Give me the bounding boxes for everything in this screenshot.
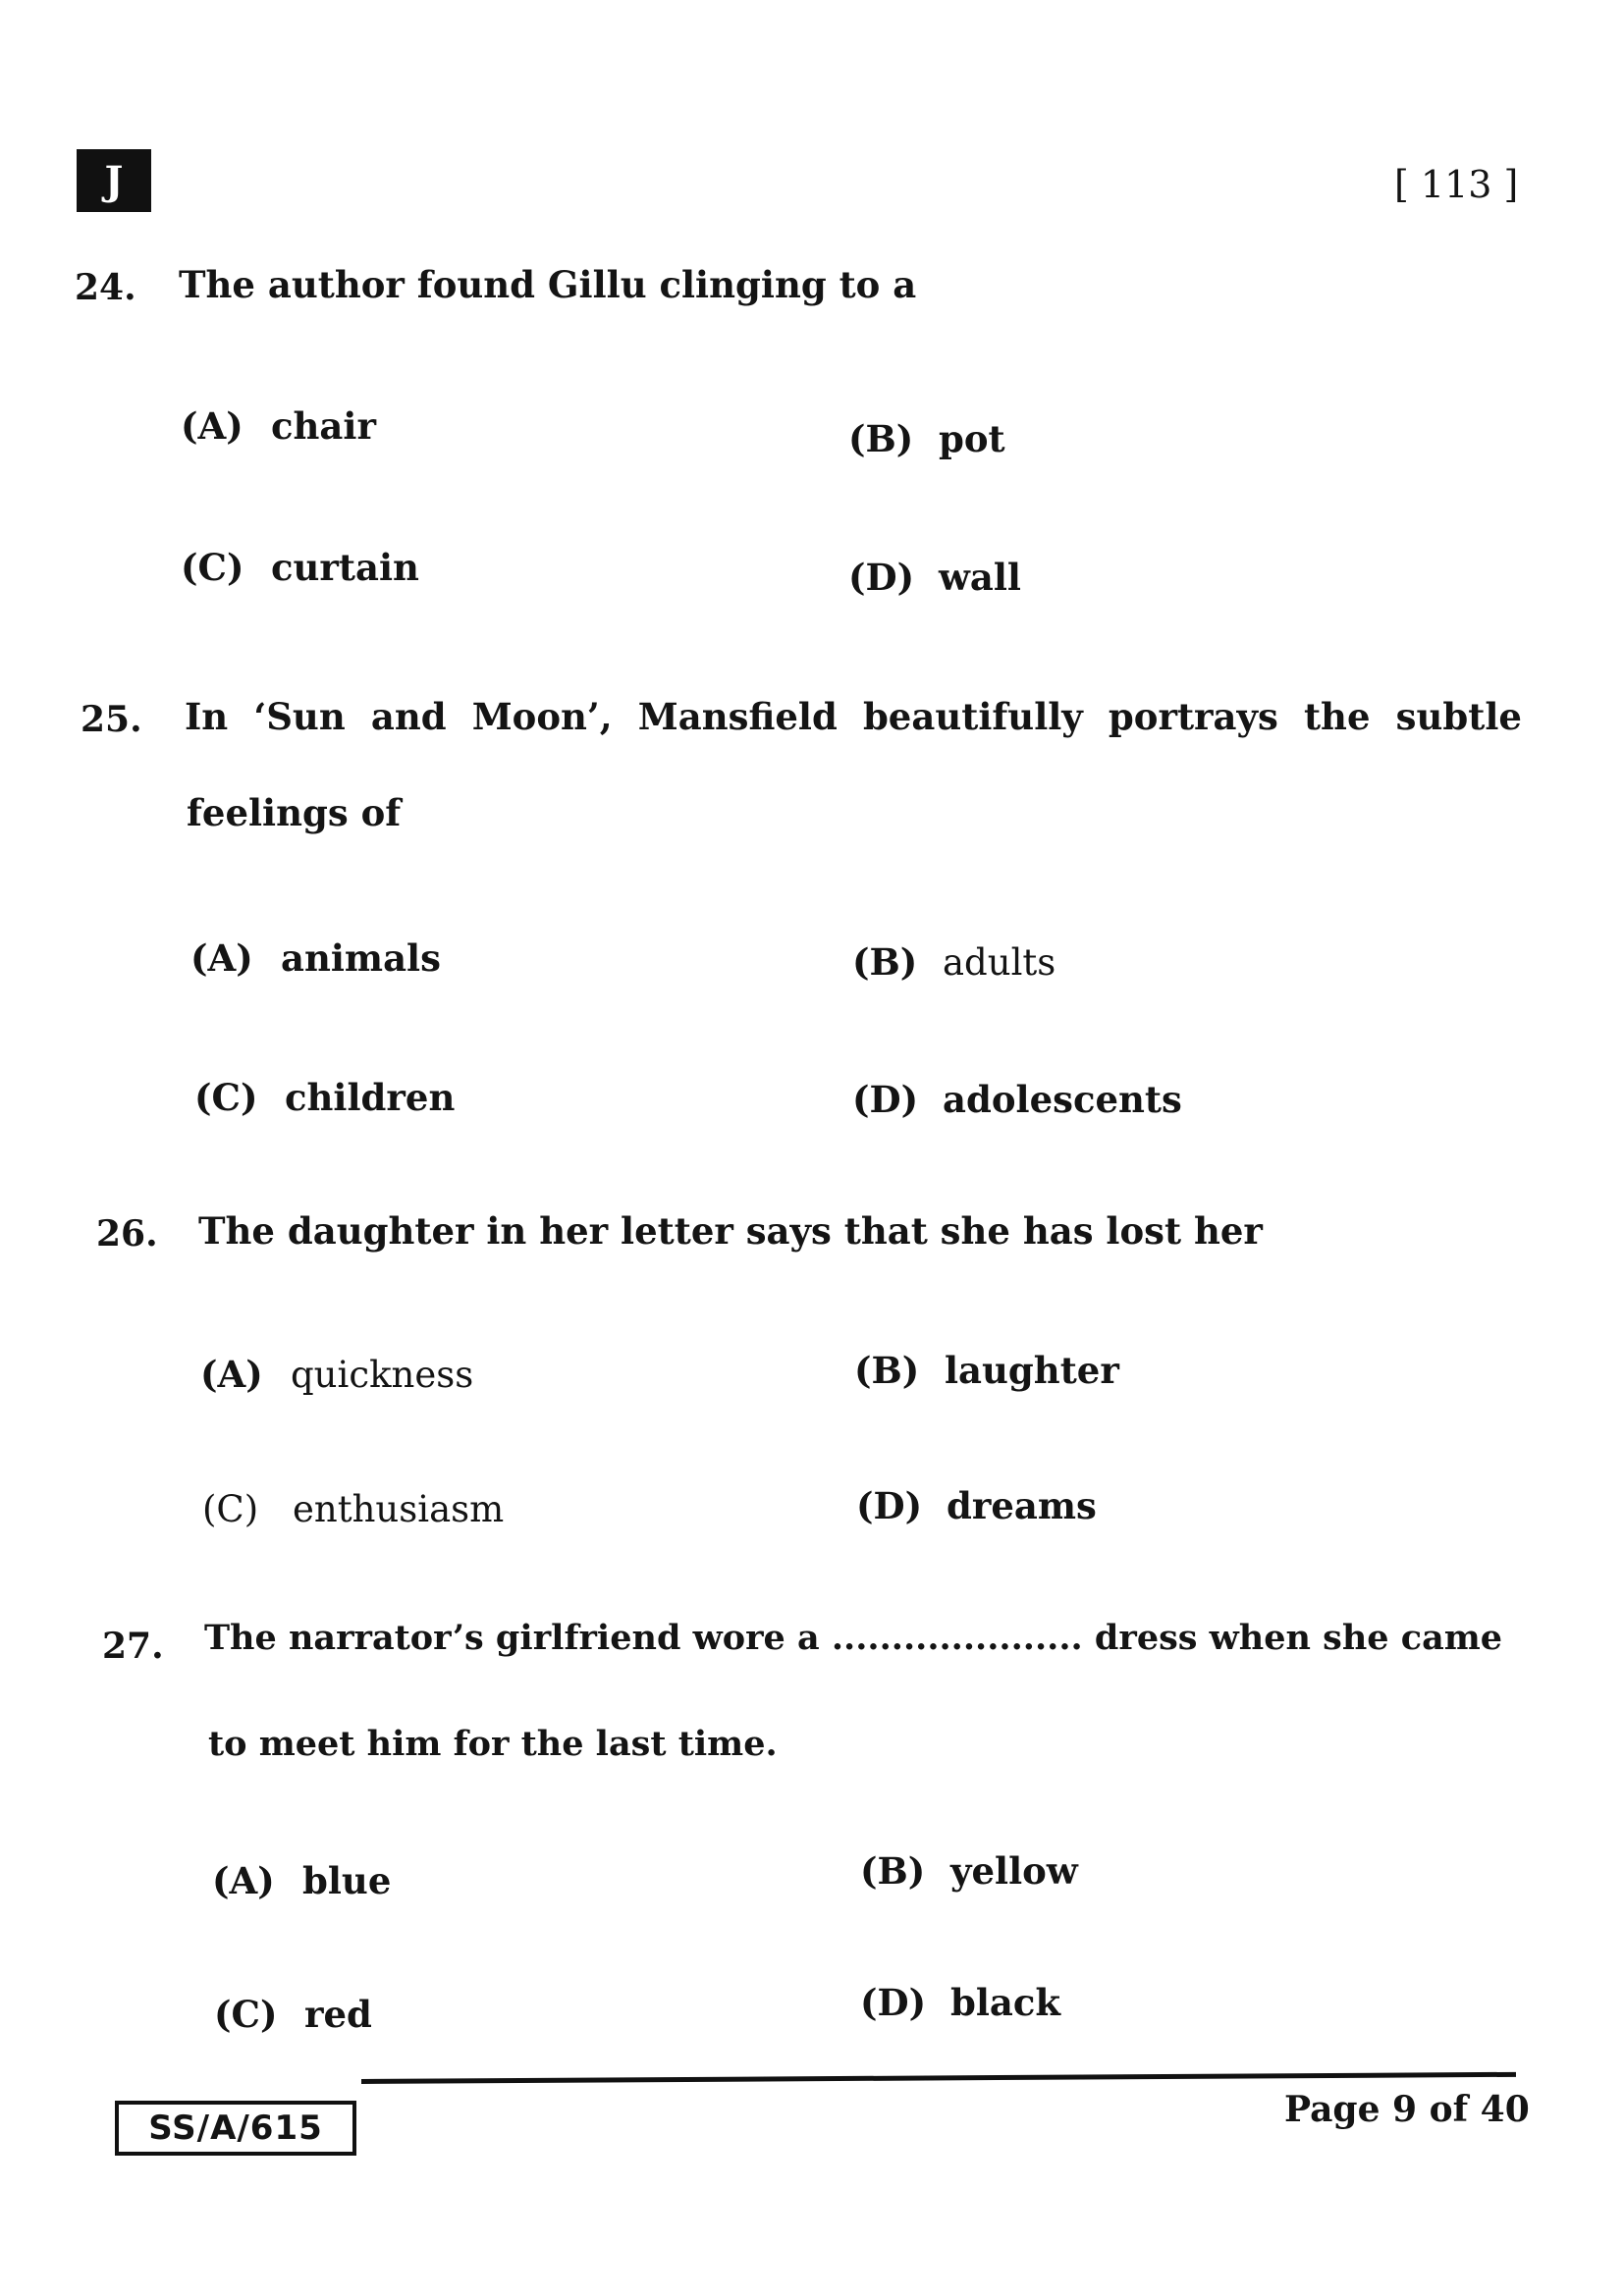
option-label: (D) <box>856 1484 923 1527</box>
question-text-line-2: to meet him for the last time. <box>208 1724 778 1764</box>
option-c[interactable] <box>202 1488 504 1531</box>
option-label: (A) <box>190 936 253 980</box>
option-label: (A) <box>200 1353 263 1396</box>
series-code: SS/A/615 <box>148 2109 323 2148</box>
option-d[interactable] <box>860 1981 1060 2025</box>
option-a[interactable] <box>181 404 376 449</box>
question-number: 25. <box>81 699 142 740</box>
word: portrays <box>1108 695 1278 738</box>
question-text-line-1: The narrator’s girlfriend wore a ..................... dress when she came <box>204 1618 1503 1658</box>
question-number: 24. <box>75 267 136 308</box>
word: subtle <box>1395 695 1522 738</box>
series-code-box <box>115 2101 356 2156</box>
word: ‘Sun <box>253 695 346 738</box>
option-text: pot <box>939 417 1005 460</box>
page-bracket-number: [ 113 ] <box>1394 163 1519 206</box>
option-c[interactable] <box>181 546 419 590</box>
option-text: laughter <box>945 1349 1119 1392</box>
option-a[interactable] <box>200 1353 473 1397</box>
word: the <box>1303 695 1371 738</box>
option-label: (C) <box>202 1488 259 1530</box>
word: beautifully <box>862 695 1083 738</box>
question-number: 27. <box>102 1626 164 1667</box>
footer-rule <box>361 2072 1516 2084</box>
option-text: adolescents <box>943 1078 1182 1121</box>
set-code-badge <box>77 149 151 212</box>
option-b[interactable] <box>860 1849 1078 1894</box>
option-text: children <box>285 1076 456 1119</box>
option-text: chair <box>271 404 376 448</box>
option-text: blue <box>302 1859 392 1902</box>
word: In <box>185 695 229 738</box>
question-text: The author found Gillu clinging to a <box>179 263 917 306</box>
option-label: (D) <box>852 1078 919 1121</box>
option-text: enthusiasm <box>293 1488 505 1530</box>
option-text: yellow <box>950 1849 1078 1893</box>
option-d[interactable] <box>856 1484 1097 1528</box>
option-label: (A) <box>181 404 244 448</box>
option-label: (B) <box>848 417 914 460</box>
page-number: Page 9 of 40 <box>1284 2089 1530 2130</box>
option-d[interactable] <box>848 556 1021 600</box>
option-a[interactable] <box>190 936 441 981</box>
option-text: adults <box>943 941 1056 984</box>
set-code: J <box>104 157 124 204</box>
word: and <box>370 695 447 738</box>
option-text: wall <box>939 556 1021 599</box>
option-text: curtain <box>271 546 419 589</box>
option-text: animals <box>281 936 441 980</box>
option-text: quickness <box>291 1354 474 1396</box>
option-label: (B) <box>860 1849 926 1893</box>
option-label: (B) <box>854 1349 920 1392</box>
question-text: The daughter in her letter says that she has lost her <box>198 1209 1263 1253</box>
option-label: (C) <box>194 1076 258 1119</box>
word: Mansfield <box>637 695 838 738</box>
word: Moon’, <box>471 695 613 738</box>
question-text-line-1 <box>185 695 1522 738</box>
question-text-line-2: feelings of <box>187 791 402 834</box>
option-label: (C) <box>181 546 244 589</box>
option-b[interactable] <box>852 940 1056 985</box>
option-d[interactable] <box>852 1078 1182 1122</box>
option-text: black <box>950 1981 1061 2024</box>
option-label: (B) <box>852 940 918 984</box>
question-number: 26. <box>96 1213 158 1255</box>
option-label: (D) <box>860 1981 927 2024</box>
option-a[interactable] <box>212 1859 391 1903</box>
option-b[interactable] <box>848 417 1005 461</box>
option-c[interactable] <box>214 1993 372 2037</box>
option-label: (C) <box>214 1993 278 2036</box>
option-text: red <box>304 1993 372 2036</box>
option-label: (A) <box>212 1859 275 1902</box>
option-c[interactable] <box>194 1076 455 1120</box>
option-text: dreams <box>947 1484 1097 1527</box>
option-label: (D) <box>848 556 915 599</box>
option-b[interactable] <box>854 1349 1119 1393</box>
